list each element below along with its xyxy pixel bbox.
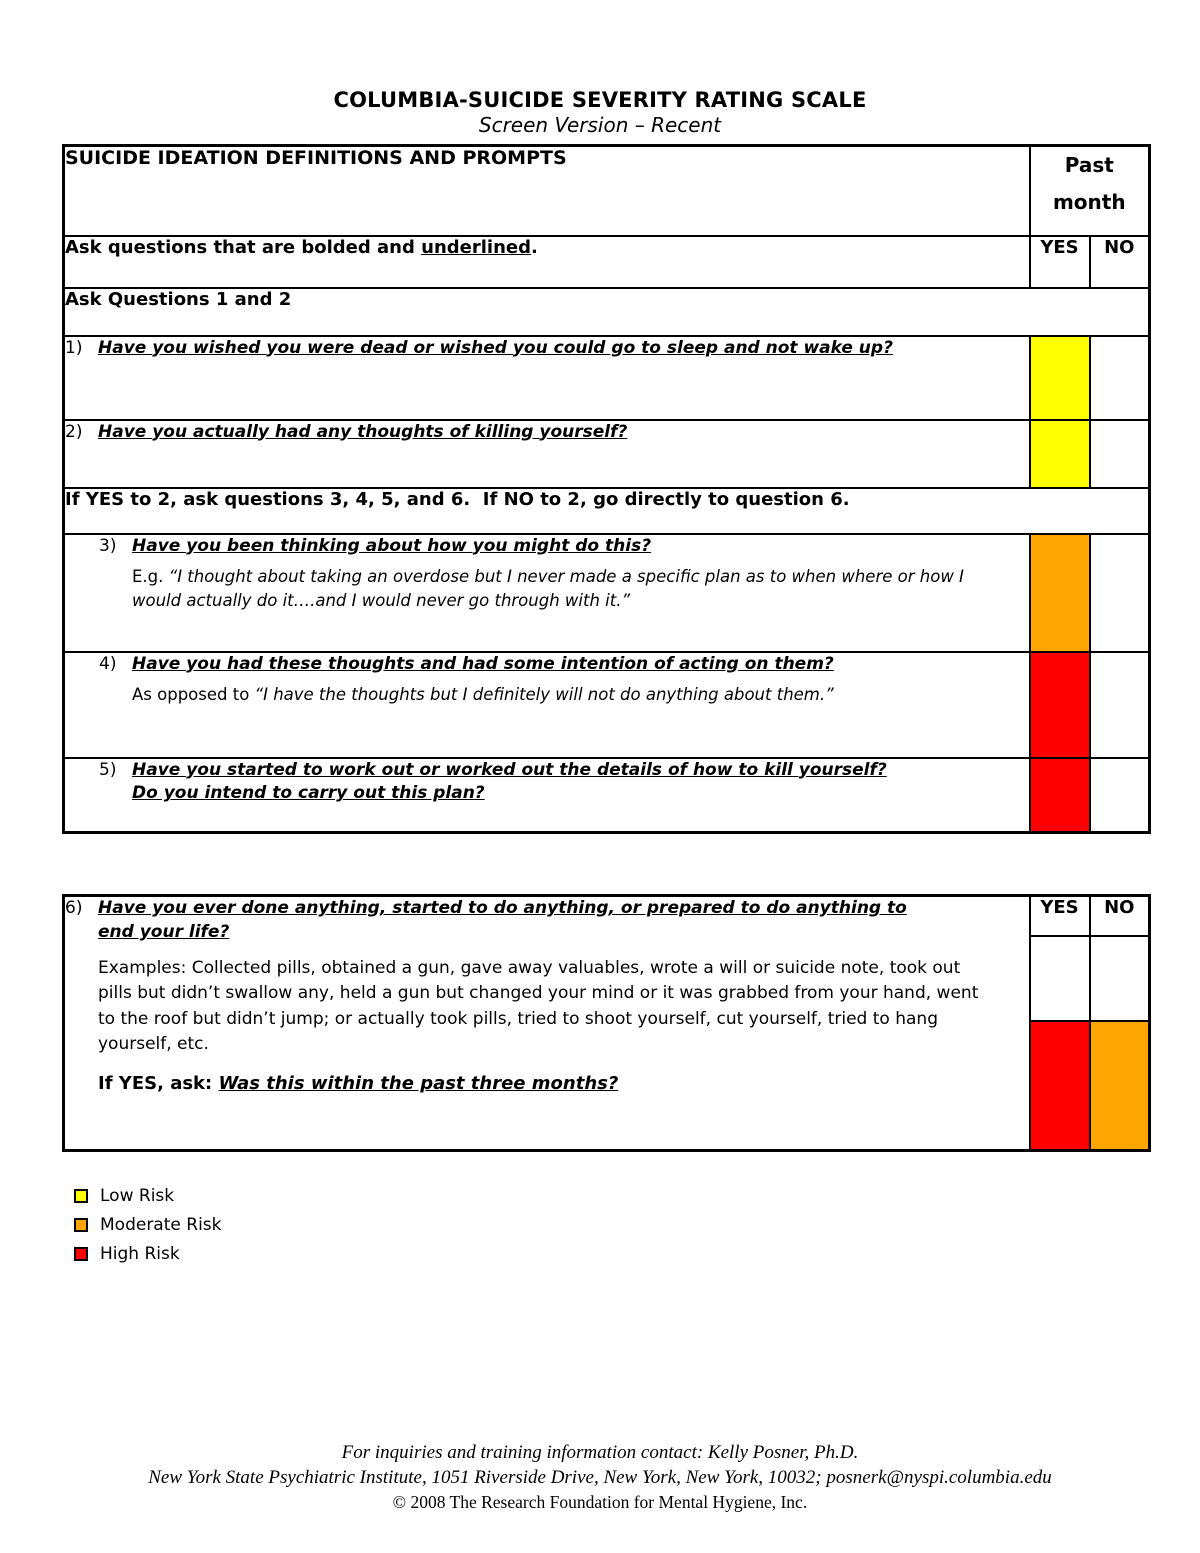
question-6-followup-question: Was this within the past three months? [218, 1072, 619, 1094]
table-header-row [64, 146, 1150, 236]
question-4-text: Have you had these thoughts and had some intention of acting on them? [132, 653, 834, 674]
question-6-followup [98, 1073, 1029, 1094]
risk-legend [74, 1186, 1200, 1264]
question-5 [99, 759, 1029, 807]
question-6-text-line-1: Have you ever done anything, started to do anything, or prepared to do anything to [98, 898, 907, 918]
question-6-number: 6) [65, 898, 83, 918]
question-2-yes-cell[interactable] [1030, 420, 1090, 488]
question-3-text-cell [64, 534, 1030, 652]
question-6 [65, 897, 1029, 1094]
ideation-definitions-table [62, 144, 1151, 834]
footer-address: New York State Psychiatric Institute, 1051 Riverside Drive, New York, New York, 10032; posnerk@nyspi.columbia.edu [148, 1466, 1052, 1488]
question-5-no-cell[interactable] [1090, 758, 1150, 833]
past-month-line-2: month [1052, 190, 1126, 214]
ask-instruction-underlined: underlined [421, 236, 532, 258]
question-6-no-cell[interactable] [1090, 936, 1150, 1021]
question-4-row [64, 652, 1150, 758]
question-4-note [132, 683, 977, 706]
question-2-text: Have you actually had any thoughts of killing yourself? [98, 421, 628, 442]
past-month-header [1030, 146, 1150, 236]
document-title: COLUMBIA-SUICIDE SEVERITY RATING SCALE [333, 88, 867, 112]
legend-item-low-risk [74, 1186, 1200, 1206]
ask-instruction-suffix: . [531, 236, 538, 258]
ask-instruction-prefix: Ask questions that are bolded and [65, 236, 422, 258]
question-4-note-prefix: As opposed to [132, 685, 255, 705]
low-risk-label: Low Risk [100, 1186, 175, 1206]
question-6-yes-cell[interactable] [1030, 936, 1090, 1021]
question-5-text [132, 759, 887, 807]
question-2-no-cell[interactable] [1090, 420, 1150, 488]
document-footer [0, 1440, 1200, 1513]
question-4-text-cell [64, 652, 1030, 758]
low-risk-swatch [74, 1189, 88, 1203]
behavior-question-table [62, 894, 1151, 1152]
question-6-yes-header: YES [1030, 896, 1090, 936]
question-1-text-cell [64, 336, 1030, 420]
question-6-header-row [64, 896, 1150, 936]
question-5-text-line-2: Do you intend to carry out this plan? [132, 783, 485, 804]
no-column-header: NO [1090, 236, 1150, 288]
high-risk-swatch [74, 1247, 88, 1261]
question-5-row [64, 758, 1150, 833]
definitions-header: SUICIDE IDEATION DEFINITIONS AND PROMPTS [64, 146, 1030, 236]
question-6-text-line-2: end your life? [98, 921, 230, 942]
question-4-no-cell[interactable] [1090, 652, 1150, 758]
question-4 [99, 653, 1029, 707]
question-1 [65, 337, 1029, 361]
question-3-example-prefix: E.g. [132, 567, 169, 587]
moderate-risk-label: Moderate Risk [100, 1215, 222, 1235]
ask-instruction [64, 236, 1030, 288]
question-6-text-cell [64, 896, 1030, 1151]
question-3-example-quote: “I thought about taking an overdose but I never made a specific plan as to when where or how I would actually do it….and I would never go through with it.” [132, 567, 964, 610]
ask-questions-1-2-note: Ask Questions 1 and 2 [64, 288, 1150, 336]
question-3-text: Have you been thinking about how you might do this? [132, 535, 652, 556]
question-5-text-cell [64, 758, 1030, 833]
ask-questions-1-2-row [64, 288, 1150, 336]
question-5-text-line-1: Have you started to work out or worked out the details of how to kill yourself? [132, 759, 887, 780]
question-1-number: 1) [65, 337, 83, 358]
question-6-no-header: NO [1090, 896, 1150, 936]
footer-contact: For inquiries and training information contact: Kelly Posner, Ph.D. [341, 1441, 859, 1463]
question-1-row [64, 336, 1150, 420]
question-1-yes-cell[interactable] [1030, 336, 1090, 420]
question-3-yes-cell[interactable] [1030, 534, 1090, 652]
question-3-number: 3) [99, 535, 117, 556]
legend-item-moderate-risk [74, 1215, 1200, 1235]
question-5-number: 5) [99, 759, 117, 780]
legend-item-high-risk [74, 1244, 1200, 1264]
high-risk-label: High Risk [100, 1244, 180, 1264]
question-6-text [98, 897, 907, 945]
branch-instruction-row [64, 488, 1150, 534]
question-6-followup-prefix: If YES, ask: [98, 1072, 219, 1094]
question-2-number: 2) [65, 421, 83, 442]
question-2-row [64, 420, 1150, 488]
question-3-no-cell[interactable] [1090, 534, 1150, 652]
document-subtitle: Screen Version – Recent [478, 113, 722, 137]
question-3-row [64, 534, 1150, 652]
ask-instruction-row [64, 236, 1150, 288]
question-3 [99, 535, 1029, 613]
branch-instruction: If YES to 2, ask questions 3, 4, 5, and 6. If NO to 2, go directly to question 6. [64, 488, 1150, 534]
yes-column-header: YES [1030, 236, 1090, 288]
footer-copyright: © 2008 The Research Foundation for Mental Hygiene, Inc. [392, 1492, 808, 1512]
question-3-example [132, 565, 977, 612]
question-4-note-quote: “I have the thoughts but I definitely will not do anything about them.” [254, 685, 834, 705]
past-month-line-1: Past [1064, 153, 1114, 177]
question-5-yes-cell[interactable] [1030, 758, 1090, 833]
question-2-text-cell [64, 420, 1030, 488]
question-6-examples: Examples: Collected pills, obtained a gun, gave away valuables, wrote a will or suicide note, took out pills but didn’t swallow any, held a gun but changed your mind or it was grabbed from your hand, went to the roof but didn’t jump; or actually took pills, tried to shoot yourself, cut yourself, tried to hang yourself, etc. [98, 957, 979, 1055]
question-4-number: 4) [99, 653, 117, 674]
question-4-yes-cell[interactable] [1030, 652, 1090, 758]
question-6-past3months-no-cell[interactable] [1090, 1021, 1150, 1151]
question-1-no-cell[interactable] [1090, 336, 1150, 420]
question-1-text: Have you wished you were dead or wished you could go to sleep and not wake up? [98, 337, 893, 358]
question-2 [65, 421, 1029, 445]
moderate-risk-swatch [74, 1218, 88, 1232]
question-6-past3months-yes-cell[interactable] [1030, 1021, 1090, 1151]
